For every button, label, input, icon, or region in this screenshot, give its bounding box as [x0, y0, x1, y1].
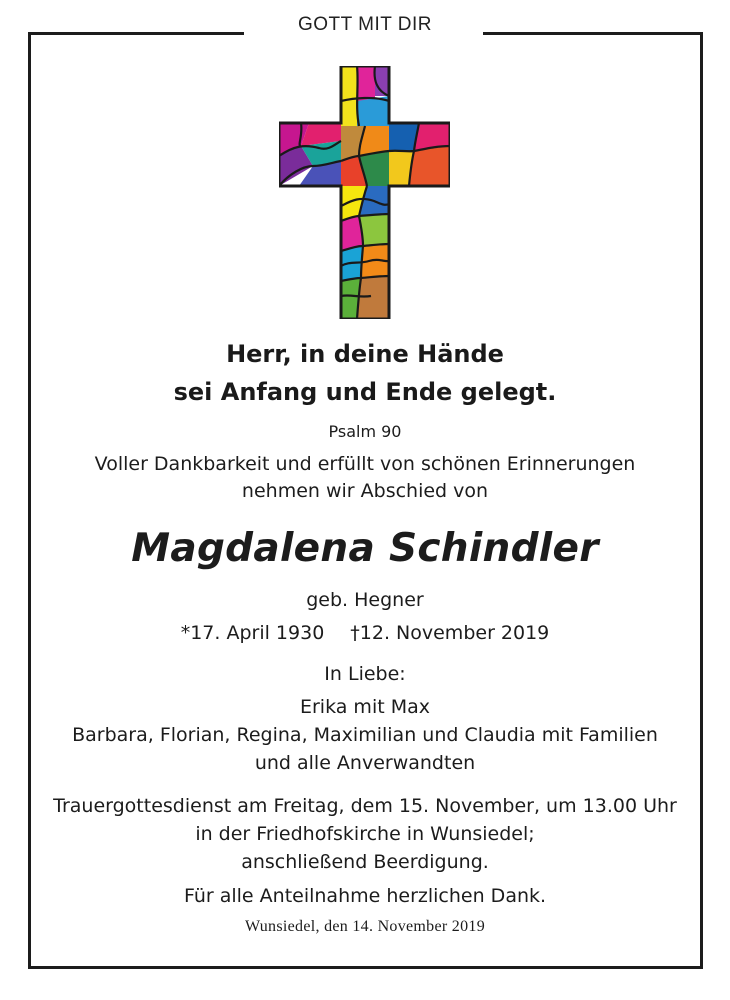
birth-date: *17. April 1930 [180, 622, 325, 644]
mourners-line-1: Erika mit Max [299, 696, 430, 718]
service-line-2: in der Friedhofskirche in Wunsiedel; [195, 823, 535, 845]
intro-line-1: Voller Dankbarkeit und erfüllt von schönen Erinnerungen [94, 453, 636, 475]
maiden-name: geb. Hegner [306, 589, 424, 611]
life-dates [0, 622, 730, 644]
service-line-1: Trauergottesdienst am Freitag, dem 15. November, um 13.00 Uhr [53, 795, 677, 817]
mourners-intro: In Liebe: [324, 663, 406, 685]
deceased-name: Magdalena Schindler [131, 526, 599, 571]
stained-glass-cross-icon [279, 66, 450, 319]
mourners-line-3: und alle Anverwandten [254, 752, 476, 774]
service-line-3: anschließend Beerdigung. [241, 851, 489, 873]
frame-bottom [28, 966, 703, 969]
header-title: GOTT MIT DIR [297, 14, 433, 35]
verse-line-2: sei Anfang und Ende gelegt. [173, 378, 557, 406]
death-date: †12. November 2019 [350, 622, 550, 644]
verse-line-1: Herr, in deine Hände [226, 340, 504, 368]
place-date: Wunsiedel, den 14. November 2019 [244, 918, 485, 935]
thanks-line: Für alle Anteilnahme herzlichen Dank. [183, 885, 547, 907]
mourners-line-2: Barbara, Florian, Regina, Maximilian und Claudia mit Familien [72, 724, 658, 746]
verse-reference: Psalm 90 [328, 422, 402, 441]
intro-line-2: nehmen wir Abschied von [241, 480, 489, 502]
